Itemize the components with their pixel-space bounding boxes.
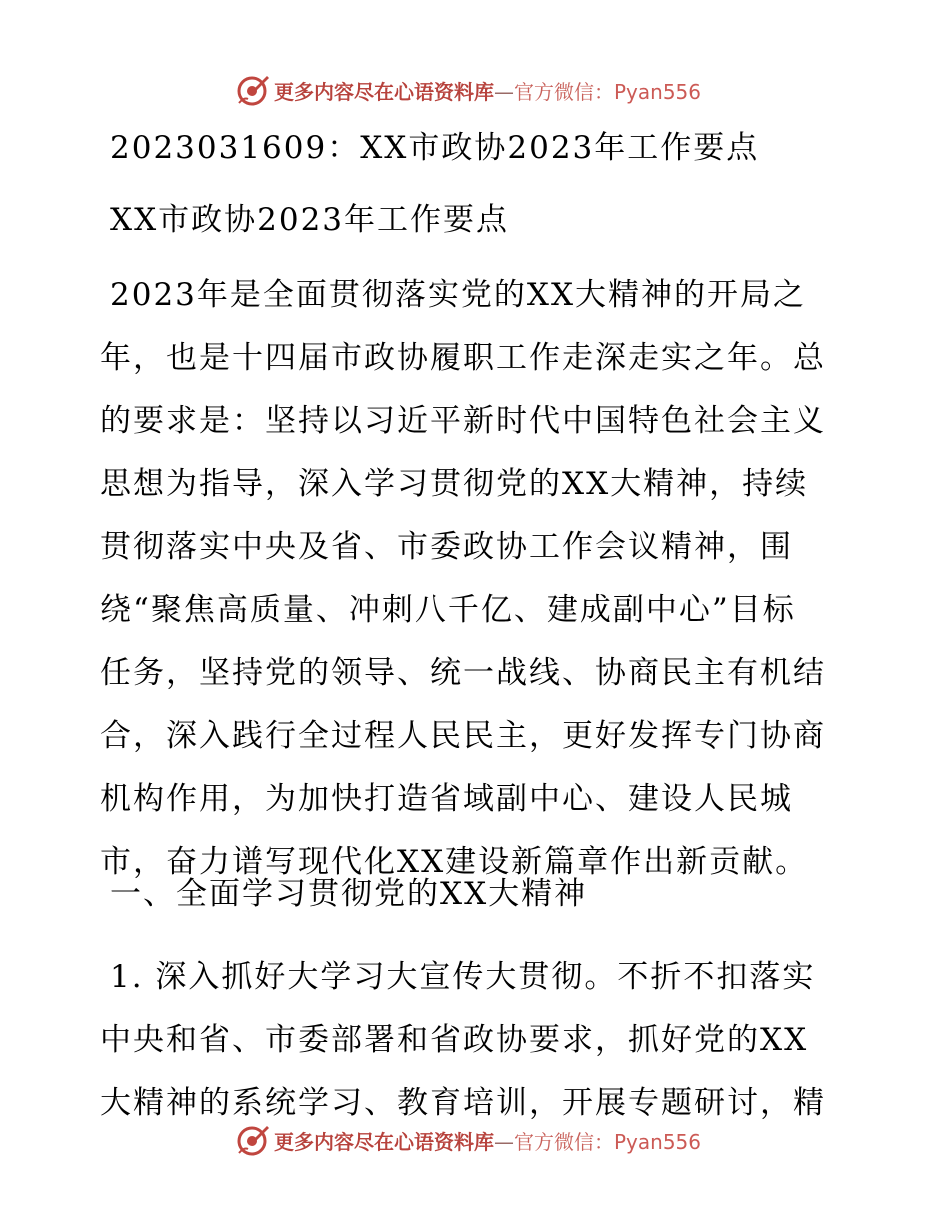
document-title: 2023031609：XX市政协2023年工作要点 — [110, 130, 760, 166]
header-watermark — [236, 72, 701, 108]
watermark-dash: — — [494, 79, 514, 104]
watermark-brand: 更多内容尽在心语资料库 — [274, 1129, 494, 1154]
watermark-text — [274, 76, 701, 105]
paragraph-line: 绕“聚焦高质量、冲刺八千亿、建成副中心”目标 — [100, 592, 796, 628]
watermark-id: Pyan556 — [614, 79, 702, 104]
paragraph-line: 机构作用，为加快打造省域副中心、建设人民城 — [100, 781, 793, 817]
paragraph-line: 贯彻落实中央及省、市委政协工作会议精神，围 — [100, 529, 793, 565]
paragraph-line: 1. 深入抓好大学习大宣传大贯彻。不折不扣落实 — [110, 959, 816, 995]
pen-logo-icon — [236, 73, 270, 107]
document-subtitle: XX市政协2023年工作要点 — [110, 202, 510, 238]
paragraph-line: 年，也是十四届市政协履职工作走深走实之年。总 — [100, 340, 826, 376]
paragraph-line: 市，奋力谱写现代化XX建设新篇章作出新贡献。 — [100, 844, 809, 880]
footer-watermark — [236, 1122, 701, 1158]
watermark-label: 官方微信： — [514, 1129, 614, 1154]
watermark-id: Pyan556 — [614, 1129, 702, 1154]
pen-logo-icon — [236, 1123, 270, 1157]
intro-paragraph — [100, 264, 860, 894]
paragraph-line: 大精神的系统学习、教育培训，开展专题研讨，精 — [100, 1085, 826, 1121]
paragraph-line: 任务，坚持党的领导、统一战线、协商民主有机结 — [100, 655, 826, 691]
watermark-dash: — — [494, 1129, 514, 1154]
watermark-brand: 更多内容尽在心语资料库 — [274, 79, 494, 104]
paragraph-line: 2023年是全面贯彻落实党的XX大精神的开局之 — [110, 277, 807, 313]
paragraph-line: 的要求是：坚持以习近平新时代中国特色社会主义 — [100, 403, 826, 439]
watermark-text — [274, 1126, 701, 1155]
watermark-label: 官方微信： — [514, 79, 614, 104]
section-heading: 一、全面学习贯彻党的XX大精神 — [110, 876, 588, 912]
paragraph-line: 中央和省、市委部署和省政协要求，抓好党的XX — [100, 1022, 809, 1058]
paragraph-line: 合，深入践行全过程人民民主，更好发挥专门协商 — [100, 718, 826, 754]
item-paragraph — [100, 946, 860, 1135]
paragraph-line: 思想为指导，深入学习贯彻党的XX大精神，持续 — [100, 466, 809, 502]
